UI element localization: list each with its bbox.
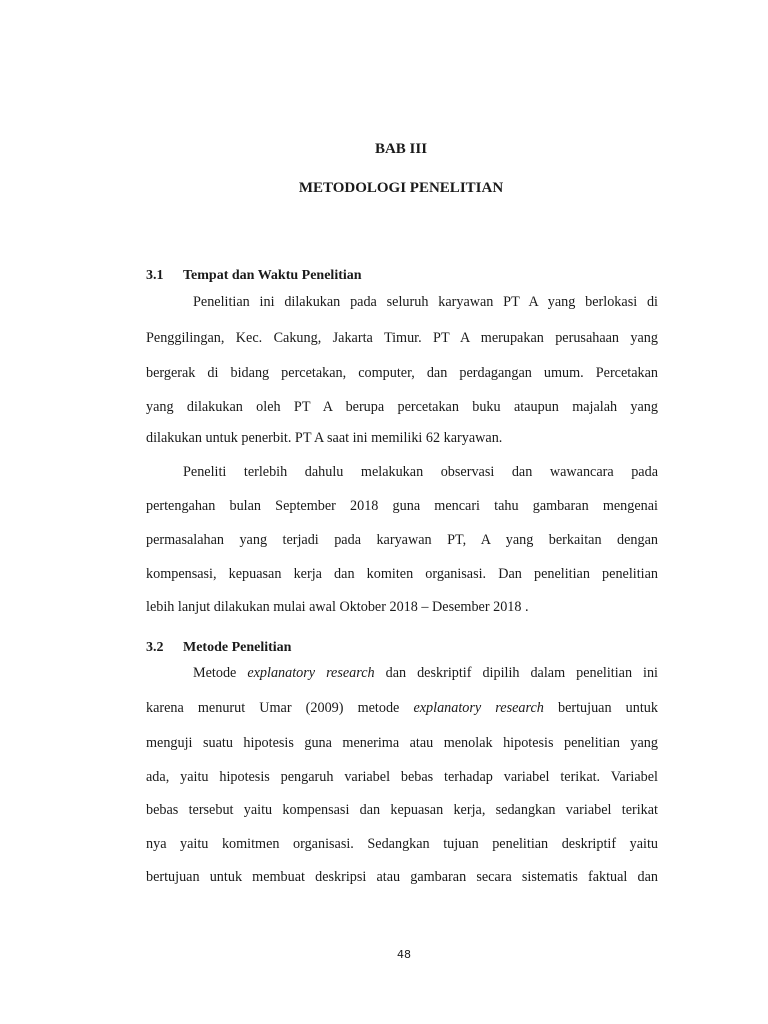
chapter-number: BAB III — [374, 141, 428, 157]
section-heading-3-1 — [146, 268, 362, 284]
page-number: 48 — [397, 948, 411, 961]
paragraph-line: bebas tersebut yaitu kompensasi dan kepuasan kerja, sedangkan variabel terikat — [146, 802, 658, 818]
paragraph-line: nya yaitu komitmen organisasi. Sedangkan tujuan penelitian deskriptif yaitu — [146, 836, 658, 852]
paragraph-line — [193, 664, 658, 682]
paragraph-line: Penggilingan, Kec. Cakung, Jakarta Timur. PT A merupakan perusahaan yang — [146, 330, 658, 346]
paragraph-line: bergerak di bidang percetakan, computer, dan perdagangan umum. Percetakan — [146, 365, 658, 381]
italic-term: explanatory research — [413, 700, 544, 716]
paragraph-line: Penelitian ini dilakukan pada seluruh karyawan PT A yang berlokasi di — [193, 294, 658, 310]
paragraph-line: permasalahan yang terjadi pada karyawan PT, A yang berkaitan dengan — [146, 532, 658, 548]
paragraph-line: bertujuan untuk membuat deskripsi atau gambaran secara sistematis faktual dan — [146, 869, 658, 885]
paragraph-line: dilakukan untuk penerbit. PT A saat ini memiliki 62 karyawan. — [146, 430, 503, 446]
text-run: dan deskriptif dipilih dalam penelitian ini — [374, 665, 658, 681]
section-number: 3.2 — [146, 640, 164, 655]
paragraph-line: ada, yaitu hipotesis pengaruh variabel bebas terhadap variabel terikat. Variabel — [146, 769, 658, 785]
section-number: 3.1 — [146, 268, 164, 283]
paragraph-line — [146, 699, 658, 717]
paragraph-line: pertengahan bulan September 2018 guna mencari tahu gambaran mengenai — [146, 498, 658, 514]
paragraph-line: lebih lanjut dilakukan mulai awal Oktober 2018 – Desember 2018 . — [146, 599, 529, 615]
italic-term: explanatory research — [247, 665, 375, 681]
text-run: bertujuan untuk — [543, 700, 658, 716]
paragraph-line: yang dilakukan oleh PT A berupa percetakan buku ataupun majalah yang — [146, 399, 658, 415]
text-run: Metode — [193, 665, 248, 681]
section-title: Tempat dan Waktu Penelitian — [183, 268, 362, 283]
chapter-title: METODOLOGI PENELITIAN — [298, 180, 504, 196]
section-heading-3-2 — [146, 640, 291, 656]
paragraph-line: Peneliti terlebih dahulu melakukan observasi dan wawancara pada — [183, 464, 658, 480]
text-run: karena menurut Umar (2009) metode — [146, 700, 414, 716]
section-title: Metode Penelitian — [183, 640, 292, 655]
paragraph-line: menguji suatu hipotesis guna menerima atau menolak hipotesis penelitian yang — [146, 735, 658, 751]
paragraph-line: kompensasi, kepuasan kerja dan komiten organisasi. Dan penelitian penelitian — [146, 566, 658, 582]
